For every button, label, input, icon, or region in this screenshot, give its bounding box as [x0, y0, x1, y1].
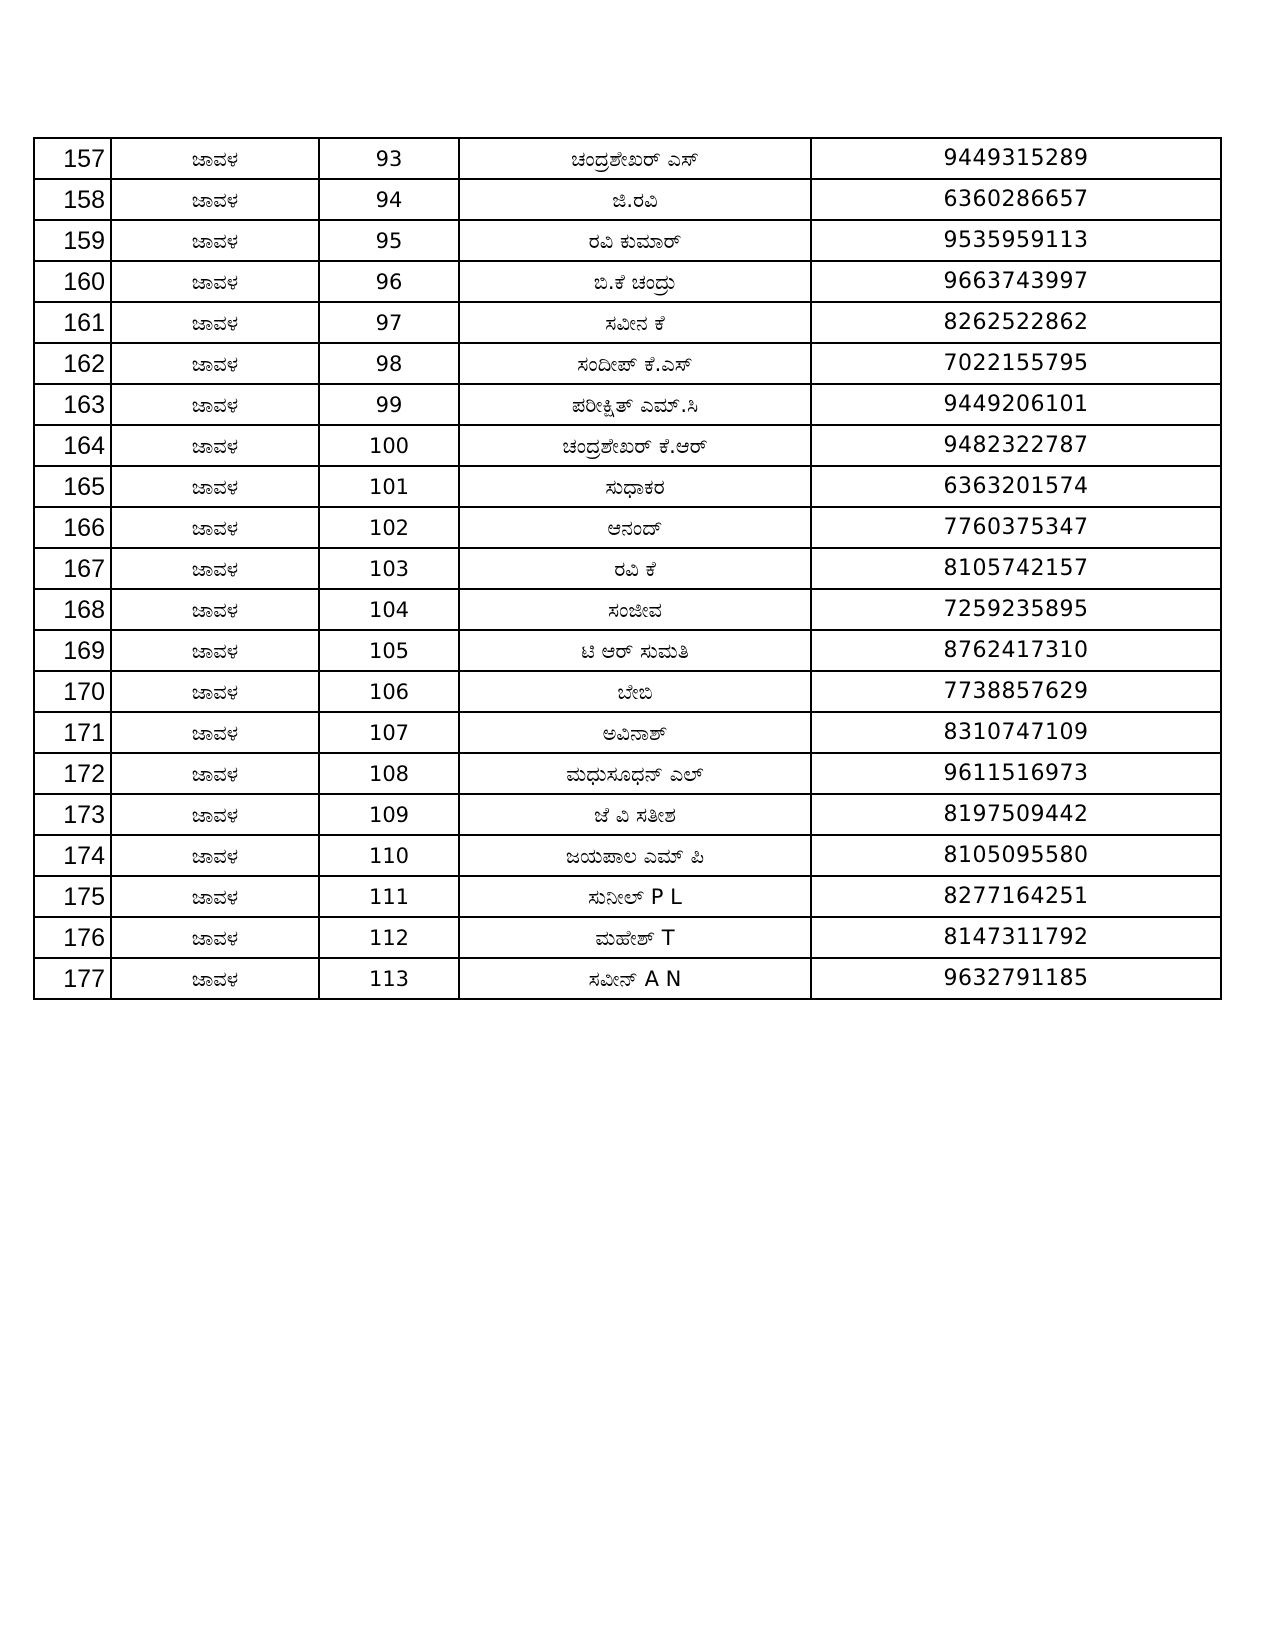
entry-number-cell: 104 — [319, 589, 459, 630]
phone-number-cell: 6363201574 — [811, 466, 1221, 507]
serial-number-cell: 169 — [34, 630, 111, 671]
village-cell: ಜಾವಳ — [111, 507, 319, 548]
phone-number-cell: 8197509442 — [811, 794, 1221, 835]
village-cell: ಜಾವಳ — [111, 671, 319, 712]
phone-number-cell: 6360286657 — [811, 179, 1221, 220]
person-name-cell: ಅವಿನಾಶ್ — [459, 712, 811, 753]
person-name-cell: ಬೇಬಿ — [459, 671, 811, 712]
table-row — [34, 712, 1221, 753]
entry-number-cell: 94 — [319, 179, 459, 220]
person-name-cell: ಬಿ.ಕೆ ಚಂದ್ರು — [459, 261, 811, 302]
phone-number-cell: 7760375347 — [811, 507, 1221, 548]
entry-number-cell: 108 — [319, 753, 459, 794]
table-row — [34, 958, 1221, 999]
serial-number-cell: 171 — [34, 712, 111, 753]
village-cell: ಜಾವಳ — [111, 876, 319, 917]
phone-number-cell: 9449206101 — [811, 384, 1221, 425]
village-cell: ಜಾವಳ — [111, 220, 319, 261]
village-cell: ಜಾವಳ — [111, 589, 319, 630]
serial-number-cell: 160 — [34, 261, 111, 302]
entry-number-cell: 100 — [319, 425, 459, 466]
contact-table — [33, 137, 1222, 1000]
table-row — [34, 507, 1221, 548]
village-cell: ಜಾವಳ — [111, 261, 319, 302]
phone-number-cell: 9632791185 — [811, 958, 1221, 999]
person-name-cell: ಟಿ ಆರ್ ಸುಮತಿ — [459, 630, 811, 671]
entry-number-cell: 109 — [319, 794, 459, 835]
village-cell: ಜಾವಳ — [111, 958, 319, 999]
person-name-cell: ರವಿ ಕೆ — [459, 548, 811, 589]
person-name-cell: ಜಿ.ರವಿ — [459, 179, 811, 220]
phone-number-cell: 9663743997 — [811, 261, 1221, 302]
phone-number-cell: 8147311792 — [811, 917, 1221, 958]
person-name-cell: ಜಯಪಾಲ ಎಮ್ ಪಿ — [459, 835, 811, 876]
phone-number-cell: 8762417310 — [811, 630, 1221, 671]
table-row — [34, 753, 1221, 794]
entry-number-cell: 113 — [319, 958, 459, 999]
table-row — [34, 630, 1221, 671]
person-name-cell: ಪರೀಕ್ಷಿತ್ ಎಮ್.ಸಿ — [459, 384, 811, 425]
table-row — [34, 917, 1221, 958]
serial-number-cell: 157 — [34, 138, 111, 179]
entry-number-cell: 107 — [319, 712, 459, 753]
village-cell: ಜಾವಳ — [111, 794, 319, 835]
entry-number-cell: 93 — [319, 138, 459, 179]
person-name-cell: ಚಂದ್ರಶೇಖರ್ ಎಸ್ — [459, 138, 811, 179]
phone-number-cell: 9449315289 — [811, 138, 1221, 179]
table-row — [34, 835, 1221, 876]
village-cell: ಜಾವಳ — [111, 425, 319, 466]
table-row — [34, 343, 1221, 384]
serial-number-cell: 177 — [34, 958, 111, 999]
entry-number-cell: 99 — [319, 384, 459, 425]
village-cell: ಜಾವಳ — [111, 712, 319, 753]
village-cell: ಜಾವಳ — [111, 835, 319, 876]
serial-number-cell: 176 — [34, 917, 111, 958]
table-row — [34, 794, 1221, 835]
phone-number-cell: 7259235895 — [811, 589, 1221, 630]
village-cell: ಜಾವಳ — [111, 138, 319, 179]
entry-number-cell: 111 — [319, 876, 459, 917]
serial-number-cell: 173 — [34, 794, 111, 835]
entry-number-cell: 110 — [319, 835, 459, 876]
serial-number-cell: 168 — [34, 589, 111, 630]
table-row — [34, 425, 1221, 466]
table-row — [34, 548, 1221, 589]
table-row — [34, 876, 1221, 917]
entry-number-cell: 95 — [319, 220, 459, 261]
serial-number-cell: 164 — [34, 425, 111, 466]
person-name-cell: ರವಿ ಕುಮಾರ್ — [459, 220, 811, 261]
person-name-cell: ಸುಧಾಕರ — [459, 466, 811, 507]
serial-number-cell: 170 — [34, 671, 111, 712]
serial-number-cell: 161 — [34, 302, 111, 343]
entry-number-cell: 105 — [319, 630, 459, 671]
serial-number-cell: 159 — [34, 220, 111, 261]
serial-number-cell: 166 — [34, 507, 111, 548]
village-cell: ಜಾವಳ — [111, 548, 319, 589]
person-name-cell: ಚಂದ್ರಶೇಖರ್ ಕೆ.ಆರ್ — [459, 425, 811, 466]
village-cell: ಜಾವಳ — [111, 343, 319, 384]
phone-number-cell: 8262522862 — [811, 302, 1221, 343]
table-row — [34, 261, 1221, 302]
person-name-cell: ಸವೀನ್ A N — [459, 958, 811, 999]
phone-number-cell: 9611516973 — [811, 753, 1221, 794]
entry-number-cell: 103 — [319, 548, 459, 589]
table-row — [34, 220, 1221, 261]
serial-number-cell: 175 — [34, 876, 111, 917]
table-row — [34, 384, 1221, 425]
contact-table-body — [34, 138, 1221, 999]
village-cell: ಜಾವಳ — [111, 384, 319, 425]
phone-number-cell: 7022155795 — [811, 343, 1221, 384]
table-row — [34, 671, 1221, 712]
phone-number-cell: 8277164251 — [811, 876, 1221, 917]
person-name-cell: ಸುನೀಲ್ P L — [459, 876, 811, 917]
entry-number-cell: 97 — [319, 302, 459, 343]
table-row — [34, 138, 1221, 179]
serial-number-cell: 162 — [34, 343, 111, 384]
table-row — [34, 589, 1221, 630]
entry-number-cell: 98 — [319, 343, 459, 384]
person-name-cell: ಮಧುಸೂಧನ್ ಎಲ್ — [459, 753, 811, 794]
village-cell: ಜಾವಳ — [111, 179, 319, 220]
phone-number-cell: 9535959113 — [811, 220, 1221, 261]
village-cell: ಜಾವಳ — [111, 466, 319, 507]
village-cell: ಜಾವಳ — [111, 753, 319, 794]
phone-number-cell: 8105742157 — [811, 548, 1221, 589]
person-name-cell: ಸಂದೀಪ್ ಕೆ.ಎಸ್ — [459, 343, 811, 384]
entry-number-cell: 106 — [319, 671, 459, 712]
person-name-cell: ಆನಂದ್ — [459, 507, 811, 548]
serial-number-cell: 167 — [34, 548, 111, 589]
phone-number-cell: 8310747109 — [811, 712, 1221, 753]
serial-number-cell: 172 — [34, 753, 111, 794]
phone-number-cell: 8105095580 — [811, 835, 1221, 876]
table-row — [34, 466, 1221, 507]
village-cell: ಜಾವಳ — [111, 917, 319, 958]
table-row — [34, 302, 1221, 343]
serial-number-cell: 158 — [34, 179, 111, 220]
person-name-cell: ಸಂಜೀವ — [459, 589, 811, 630]
serial-number-cell: 165 — [34, 466, 111, 507]
person-name-cell: ಸವೀನ ಕೆ — [459, 302, 811, 343]
entry-number-cell: 96 — [319, 261, 459, 302]
entry-number-cell: 102 — [319, 507, 459, 548]
entry-number-cell: 112 — [319, 917, 459, 958]
serial-number-cell: 163 — [34, 384, 111, 425]
person-name-cell: ಮಹೇಶ್ T — [459, 917, 811, 958]
person-name-cell: ಜೆ ವಿ ಸತೀಶ — [459, 794, 811, 835]
village-cell: ಜಾವಳ — [111, 630, 319, 671]
table-row — [34, 179, 1221, 220]
village-cell: ಜಾವಳ — [111, 302, 319, 343]
entry-number-cell: 101 — [319, 466, 459, 507]
phone-number-cell: 7738857629 — [811, 671, 1221, 712]
phone-number-cell: 9482322787 — [811, 425, 1221, 466]
serial-number-cell: 174 — [34, 835, 111, 876]
